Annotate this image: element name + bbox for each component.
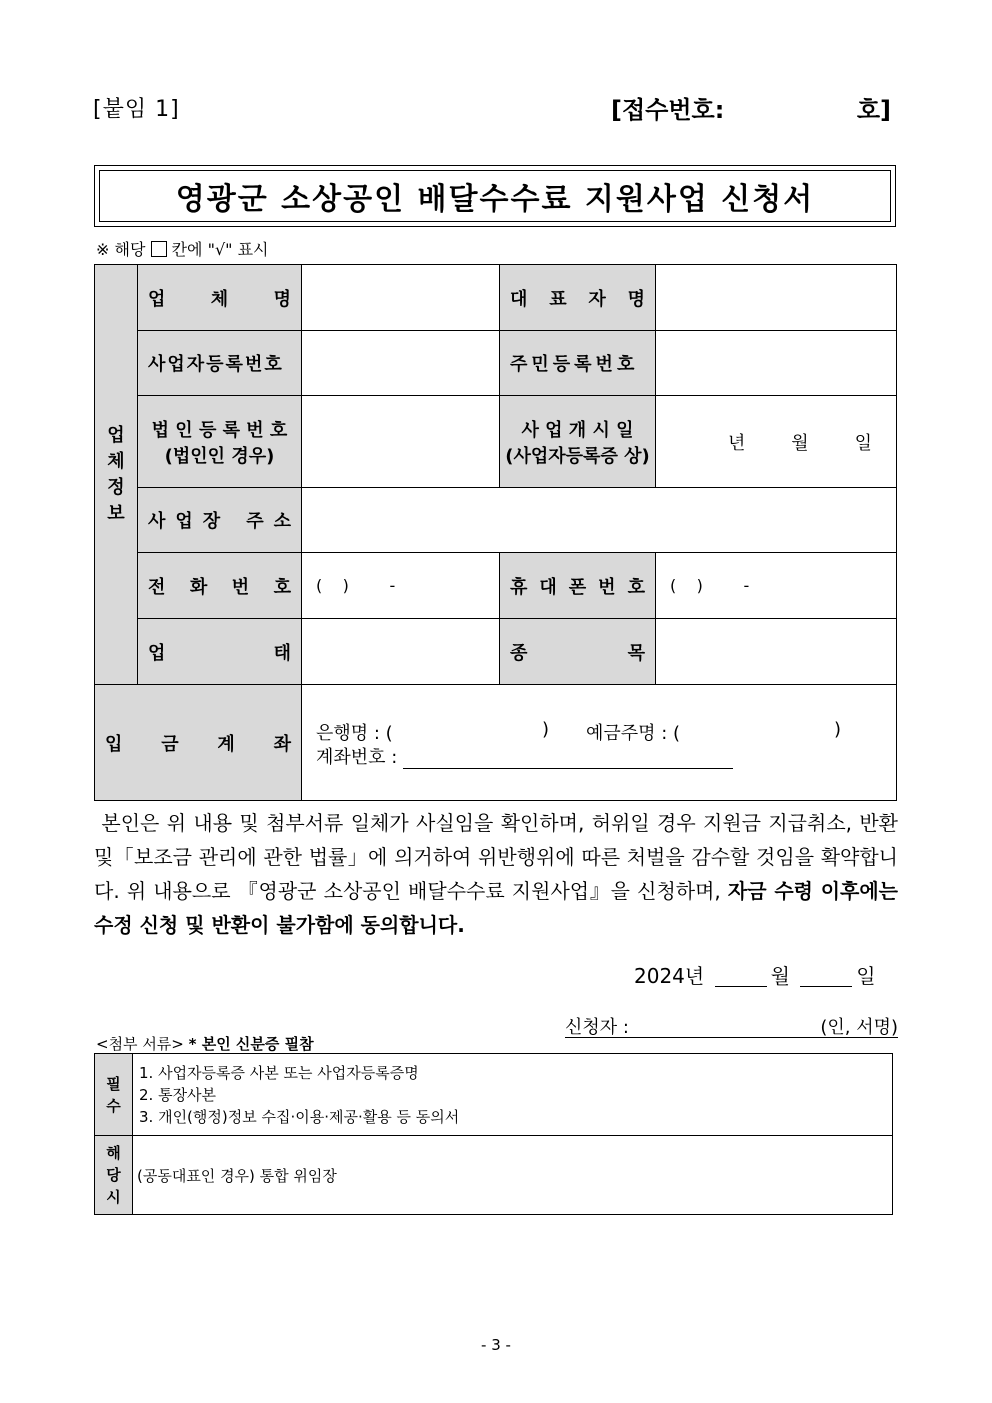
note-prefix: ※ 해당 [96, 240, 146, 259]
declaration [94, 806, 898, 942]
check-note [96, 237, 269, 260]
account-no-label: 계좌번호 : [316, 746, 398, 768]
day-blank[interactable] [800, 966, 852, 987]
applicant-label: 신청자 : [565, 1017, 629, 1038]
signature-label: (인, 서명) [820, 1017, 898, 1038]
item-field[interactable] [656, 619, 897, 685]
open-date-field[interactable]: 년 월 일 [656, 396, 897, 488]
biz-reg-field[interactable] [302, 331, 500, 396]
biz-reg-label: 사업자등록번호 [138, 331, 302, 396]
note-suffix: 칸에 "√" 표시 [171, 240, 269, 259]
application-form [94, 264, 897, 801]
application-date [634, 960, 876, 989]
conditional-item: (공동대표인 경우) 통합 위임장 [133, 1136, 893, 1215]
address-field[interactable] [302, 488, 897, 553]
ceo-name-field[interactable] [656, 265, 897, 331]
attachments-title: <첨부 서류> [96, 1035, 184, 1053]
declaration-text: 본인은 위 내용 및 첨부서류 일체가 사실임을 확인하며, 허위일 경우 지원금 지급취소, 반환 및「보조금 관리에 관한 법률」에 의거하여 위반행위에 따른 처벌을 감수할 것임을 확약합니다. 위 내용으로 『영광군 소상공인 배달수수료 지원사업』을 신청하며, [94, 811, 898, 903]
bank-name-label: 은행명 : ( [316, 722, 393, 744]
date-year: 2024년 [634, 964, 705, 988]
company-name-field[interactable] [302, 265, 500, 331]
required-items [133, 1054, 893, 1136]
corp-reg-field[interactable] [302, 396, 500, 488]
title-box [94, 165, 896, 227]
company-name-label: 업 체 명 [138, 265, 302, 331]
attachment-label: [붙임 1] [93, 97, 180, 122]
resident-reg-label: 주민등록번호 [500, 331, 656, 396]
month-blank[interactable] [715, 966, 767, 987]
receipt-number [611, 90, 891, 125]
bank-close: ) [542, 718, 550, 740]
mobile-label: 휴 대 폰 번 호 [500, 553, 656, 619]
date-day: 일 [856, 964, 876, 988]
corp-reg-label: 법 인 등 록 번 호 (법인인 경우) [138, 396, 302, 488]
page-title: 영광군 소상공인 배달수수료 지원사업 신청서 [99, 170, 891, 222]
required-item: 2. 통장사본 [139, 1085, 217, 1104]
required-label: 필 수 [95, 1054, 133, 1136]
date-month: 월 [770, 964, 790, 988]
receipt-label: [접수번호: [611, 96, 725, 124]
attachments-table [94, 1053, 893, 1215]
address-label: 사 업 장 주 소 [138, 488, 302, 553]
business-type-label: 업 태 [138, 619, 302, 685]
depositor-label: 예금주명 : ( [586, 722, 681, 744]
resident-reg-field[interactable] [656, 331, 897, 396]
attachments-id-note: * 본인 신분증 필참 [188, 1035, 314, 1053]
checkbox-icon [151, 241, 167, 257]
receipt-suffix: 호] [856, 96, 891, 124]
declaration-bold: 자금 수령 이후에는 수정 신청 및 반환이 불가함에 동의합니다. [94, 879, 898, 937]
account-no-line[interactable] [403, 750, 733, 769]
business-type-field[interactable] [302, 619, 500, 685]
applicant-signature[interactable] [565, 1013, 898, 1038]
attachments-header [96, 1033, 314, 1054]
conditional-label: 해 당 시 [95, 1136, 133, 1215]
page-number: - 3 - [481, 1336, 511, 1354]
depositor-close: ) [834, 718, 842, 740]
account-field[interactable] [302, 685, 897, 801]
phone-label: 전 화 번 호 [138, 553, 302, 619]
account-label: 입 금 계 좌 [95, 685, 302, 801]
section-company-info: 업 체 정 보 [95, 265, 138, 685]
mobile-field[interactable]: ( ) - [656, 553, 897, 619]
phone-field[interactable]: ( ) - [302, 553, 500, 619]
ceo-name-label: 대 표 자 명 [500, 265, 656, 331]
item-label: 종 목 [500, 619, 656, 685]
required-item: 3. 개인(행정)정보 수집·이용·제공·활용 등 동의서 [139, 1107, 460, 1126]
open-date-label: 사 업 개 시 일 (사업자등록증 상) [500, 396, 656, 488]
required-item: 1. 사업자등록증 사본 또는 사업자등록증명 [139, 1063, 419, 1082]
